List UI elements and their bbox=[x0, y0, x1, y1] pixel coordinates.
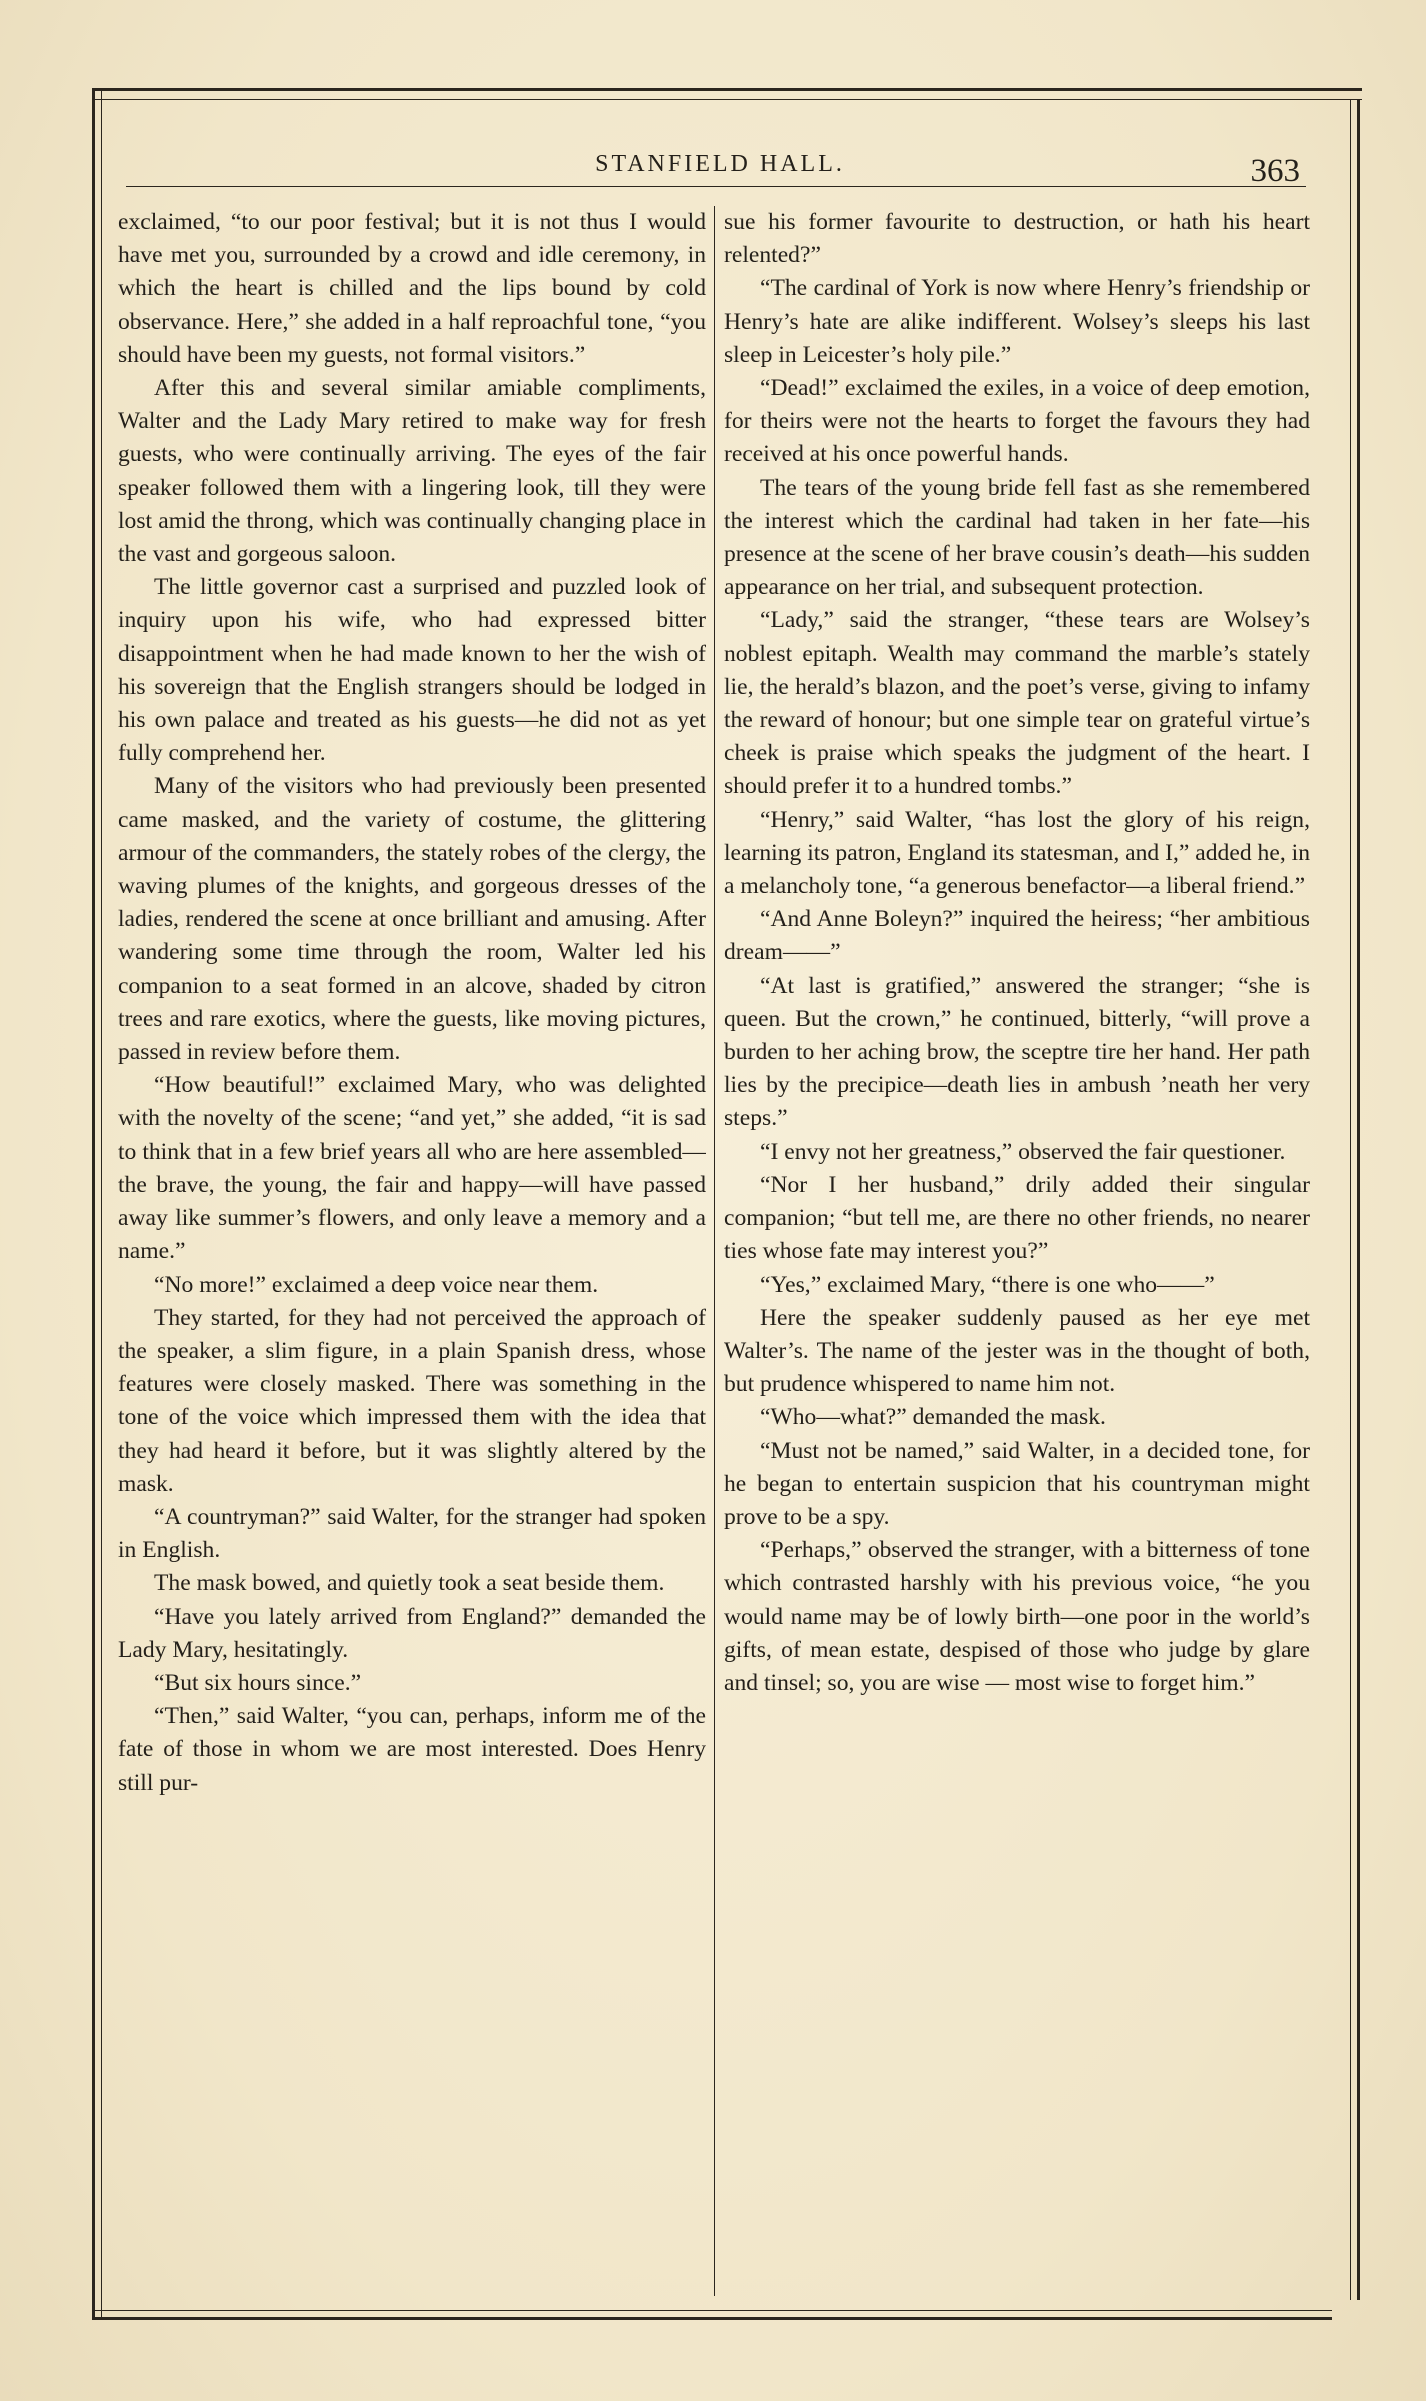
left-column bbox=[118, 206, 706, 2306]
paragraph: “But six hours since.” bbox=[154, 1669, 362, 1696]
paragraph: “Yes,” exclaimed Mary, “there is one who——” bbox=[760, 1271, 1215, 1298]
paragraph: “At last is gratified,” answered the stranger; “she is queen. But the crown,” he continued, bitterly, “will prove a burden to her aching brow, the sceptre tire her hand. Her path lies by the precipice—death lies in ambush ’neath her very steps.” bbox=[724, 972, 1310, 1132]
running-title: STANFIELD HALL. bbox=[595, 151, 845, 177]
paragraph: sue his former favourite to destruction, or hath his heart relented?” bbox=[724, 209, 1310, 269]
column-divider bbox=[714, 206, 715, 2296]
paragraph: “Nor I her husband,” drily added their singular companion; “but tell me, are there no other friends, no nearer ties whose fate may interest you?” bbox=[724, 1171, 1310, 1265]
paragraph: Many of the visitors who had previously been presented came masked, and the variety of costume, the glittering armour of the commanders, the stately robes of the clergy, the waving plumes of the knights, and gorgeous dresses of the ladies, rendered the scene at once brilliant and amusing. After wandering some time through the room, Walter led his companion to a seat formed in an alcove, shaded by citron trees and rare exotics, where the guests, like moving pictures, passed in review before them. bbox=[118, 773, 706, 1066]
paragraph: “How beautiful!” exclaimed Mary, who was delighted with the novelty of the scene; “and yet,” she added, “it is sad to think that in a few brief years all who are here assembled—the brave, the young, the fair and happy—will have passed away like summer’s flowers, and only leave a memory and a name.” bbox=[118, 1072, 706, 1265]
paragraph: “Have you lately arrived from England?” demanded the Lady Mary, hesitatingly. bbox=[118, 1603, 706, 1663]
paragraph: “And Anne Boleyn?” inquired the heiress; “her ambitious dream——” bbox=[724, 906, 1310, 966]
paragraph: exclaimed, “to our poor festival; but it is not thus I would have met you, surrounded by a crowd and idle ceremony, in which the heart is chilled and the lips bound by cold observance. Here,” she added in a half reproachful tone, “you should have been my guests, not formal visitors.” bbox=[118, 209, 706, 368]
paragraph: “Must not be named,” said Walter, in a decided tone, for he began to entertain suspicion that his countryman might prove to be a spy. bbox=[724, 1437, 1310, 1530]
paragraph: After this and several similar amiable compliments, Walter and the Lady Mary retired to make way for fresh guests, who were continually arriving. The eyes of the fair speaker followed them with a lingering look, till they were lost amid the throng, which was continually changing place in the vast and gorgeous saloon. bbox=[118, 375, 706, 568]
paragraph: The mask bowed, and quietly took a seat beside them. bbox=[154, 1570, 665, 1597]
paragraph: The little governor cast a surprised and puzzled look of inquiry upon his wife, who had expressed bitter disappointment when he had made known to her the wish of his sovereign that the English strangers should be lodged in his own palace and treated as his guests—he did not as yet fully comprehend her. bbox=[118, 574, 706, 767]
paragraph: “Who—what?” demanded the mask. bbox=[760, 1404, 1106, 1431]
paragraph: They started, for they had not perceived the approach of the speaker, a slim figure, in a plain Spanish dress, whose features were closely masked. There was something in the tone of the voice which impressed them with the idea that they had heard it before, but it was slightly altered by the mask. bbox=[118, 1304, 706, 1497]
paragraph: “No more!” exclaimed a deep voice near them. bbox=[154, 1271, 599, 1298]
border-top bbox=[92, 88, 1362, 100]
paragraph: “Lady,” said the stranger, “these tears are Wolsey’s noblest epitaph. Wealth may command the marble’s stately lie, the herald’s blazon, and the poet’s verse, giving to infamy the reward of honour; but one simple tear on grateful virtue’s cheek is praise which speaks the judgment of the heart. I should prefer it to a hundred tombs.” bbox=[724, 607, 1310, 800]
paragraph: The tears of the young bride fell fast as she remembered the interest which the cardinal had taken in her fate—his presence at the scene of her brave cousin’s death—his sudden appearance on her trial, and subsequent protection. bbox=[724, 474, 1310, 601]
border-bottom bbox=[92, 2310, 1332, 2320]
paragraph: “A countryman?” said Walter, for the stranger had spoken in English. bbox=[118, 1503, 706, 1564]
paragraph: “I envy not her greatness,” observed the fair questioner. bbox=[760, 1138, 1286, 1165]
paragraph: “Dead!” exclaimed the exiles, in a voice of deep emotion, for theirs were not the hearts to forget the favours they had received at his once powerful hands. bbox=[724, 375, 1310, 468]
border-left bbox=[92, 88, 102, 2318]
border-right bbox=[1350, 100, 1360, 2300]
paragraph: “Then,” said Walter, “you can, perhaps, inform me of the fate of those in whom we are most interested. Does Henry still pur- bbox=[118, 1703, 706, 1796]
paragraph: “Perhaps,” observed the stranger, with a bitterness of tone which contrasted harshly with his previous voice, “he you would name may be of lowly birth—one poor in the world’s gifts, of mean estate, despised of those who judge by glare and tinsel; so, you are wise — most wise to forget him.” bbox=[724, 1537, 1310, 1696]
paragraph: “Henry,” said Walter, “has lost the glory of his reign, learning its patron, England its statesman, and I,” added he, in a melancholy tone, “a generous benefactor—a liberal friend.” bbox=[724, 806, 1310, 900]
paragraph: “The cardinal of York is now where Henry’s friendship or Henry’s hate are alike indifferent. Wolsey’s sleeps his last sleep in Leicester’s holy pile.” bbox=[724, 275, 1310, 368]
header-rule bbox=[126, 186, 1306, 187]
paragraph: Here the speaker suddenly paused as her eye met Walter’s. The name of the jester was in the thought of both, but prudence whispered to name him not. bbox=[724, 1304, 1310, 1398]
right-column bbox=[724, 206, 1310, 2306]
page-number: 363 bbox=[1250, 153, 1300, 189]
